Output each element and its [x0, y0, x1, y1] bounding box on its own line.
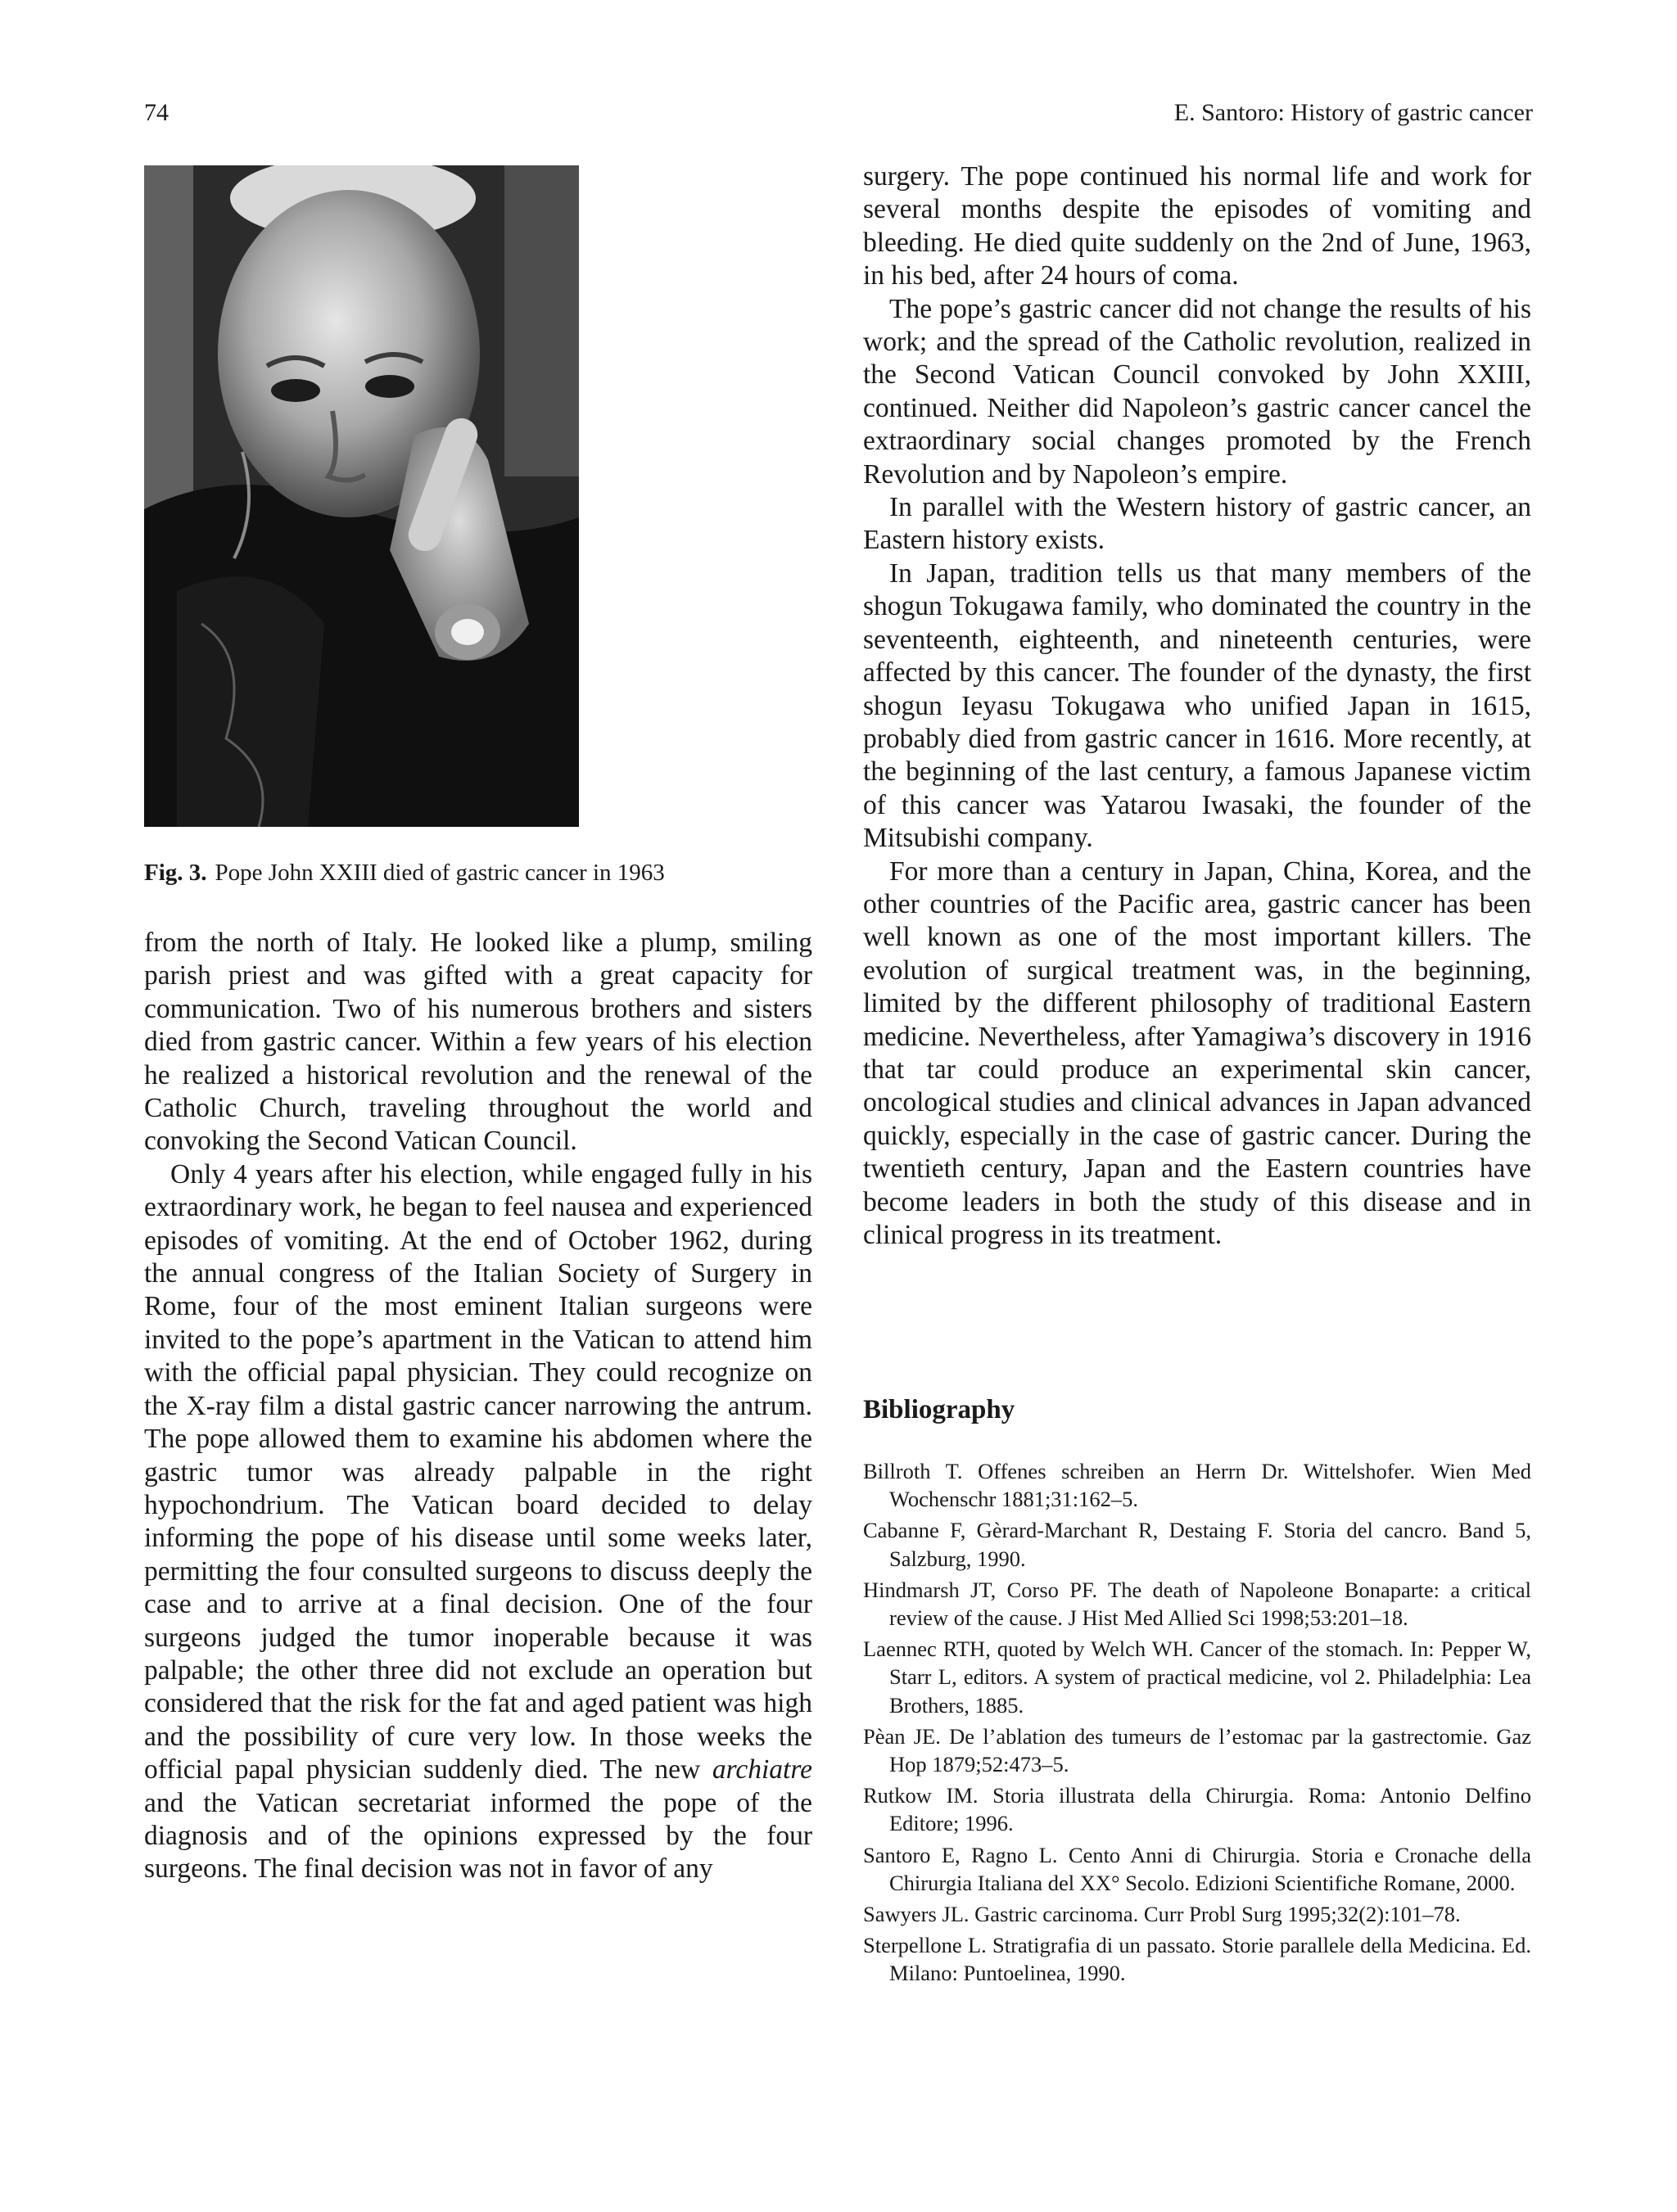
- figure-photo: [144, 165, 579, 827]
- reference-item: Billroth T. Offenes schreiben an Herrn Dr. Wittelshofer. Wien Med Wochenschr 1881;31:162–5.: [863, 1459, 1531, 1512]
- figure-label: Fig. 3.: [144, 860, 207, 886]
- reference-item: Santoro E, Ragno L. Cento Anni di Chirurgia. Storia e Cronache della Chirurgia Italiana del XX° Secolo. Edizioni Scientifiche Romane, 2000.: [863, 1842, 1531, 1895]
- reference-item: Pèan JE. De l’ablation des tumeurs de l’estomac par la gastrectomie. Gaz Hop 1879;52:473–5.: [863, 1723, 1531, 1777]
- figure-caption-text: Pope John XXIII died of gastric cancer in 1963: [215, 860, 665, 886]
- paragraph: [144, 1158, 812, 1886]
- reference-item: Sawyers JL. Gastric carcinoma. Curr Probl Surg 1995;32(2):101–78.: [863, 1902, 1461, 1927]
- paragraph-text: and the Vatican secretariat informed the pope of the diagnosis and of the opinions expressed by the four surgeons. The final decision was not in favor of any: [144, 1787, 812, 1885]
- reference-item: Rutkow IM. Storia illustrata della Chirurgia. Roma: Antonio Delfino Editore; 1996.: [863, 1783, 1531, 1836]
- reference-item: Laennec RTH, quoted by Welch WH. Cancer of the stomach. In: Pepper W, Starr L, editors. A system of practical medicine, vol 2. Philadelphia: Lea Brothers, 1885.: [863, 1636, 1531, 1718]
- italic-term: archiatre: [712, 1754, 813, 1785]
- figure-caption: [144, 856, 766, 889]
- running-title: E. Santoro: History of gastric cancer: [1173, 99, 1533, 126]
- paragraph-text: Only 4 years after his election, while engaged fully in his extraordinary work, he began to feel nausea and experienced episodes of vomiting. At the end of October 1962, during the annual congress of the Italian Society of Surgery in Rome, four of the most eminent Italian surgeons were invited to the pope’s apartment in the Vatican to attend him with the official papal physician. They could recognize on the X-ray film a distal gastric cancer narrowing the antrum. The pope allowed them to examine his abdomen where the gastric tumor was already palpable in the right hypochondrium. The Vatican board decided to delay informing the pope of his disease until some weeks later, permitting the four consulted surgeons to discuss deeply the case and to arrive at a final decision. One of the four surgeons judged the tumor inoperable because it was palpable; the other three did not exclude an operation but considered that the risk for the fat and aged patient was high and the possibility of cure very low. In those weeks the official papal physician suddenly died. The new: [144, 1158, 812, 1785]
- page-number: 74: [144, 99, 169, 126]
- reference-item: Cabanne F, Gèrard-Marchant R, Destaing F. Storia del cancro. Band 5, Salzburg, 1990.: [863, 1518, 1531, 1571]
- paragraph: surgery. The pope continued his normal life and work for several months despite the episodes of vomiting and bleeding. He died quite suddenly on the 2nd of June, 1963, in his bed, after 24 hours of coma.: [863, 161, 1531, 291]
- portrait-photo: [144, 165, 579, 827]
- bibliography-heading: Bibliography: [863, 1395, 1015, 1424]
- right-column: [863, 160, 1531, 1252]
- paragraph: In parallel with the Western history of gastric cancer, an Eastern history exists.: [863, 492, 1531, 556]
- reference-item: Sterpellone L. Stratigrafia di un passato. Storie parallele della Medicina. Ed. Milano: Puntoelinea, 1990.: [863, 1933, 1531, 1986]
- paragraph: The pope’s gastric cancer did not change the results of his work; and the spread of the Catholic revolution, realized in the Second Vatican Council convoked by John XXIII, continued. Neither did Napoleon’s gastric cancer cancel the extraordinary social changes promoted by the French Revolution and by Napoleon’s empire.: [863, 293, 1531, 490]
- paragraph: In Japan, tradition tells us that many members of the shogun Tokugawa family, who dominated the country in the seventeenth, eighteenth, and nineteenth centuries, were affected by this cancer. The founder of the dynasty, the first shogun Ieyasu Tokugawa who unified Japan in 1615, probably died from gastric cancer in 1616. More recently, at the beginning of the last century, a famous Japanese victim of this cancer was Yatarou Iwasaki, the founder of the Mitsubishi company.: [863, 558, 1531, 854]
- reference-item: Hindmarsh JT, Corso PF. The death of Napoleone Bonaparte: a critical review of the cause. J Hist Med Allied Sci 1998;53:201–18.: [863, 1577, 1531, 1631]
- paragraph: from the north of Italy. He looked like a plump, smiling parish priest and was gifted with a great capacity for communication. Two of his numerous brothers and sisters died from gastric cancer. Within a few years of his election he realized a historical revolution and the renewal of the Catholic Church, traveling throughout the world and convoking the Second Vatican Council.: [144, 928, 812, 1157]
- paragraph: For more than a century in Japan, China, Korea, and the other countries of the Pacific area, gastric cancer has been well known as one of the most important killers. The evolution of surgical treatment was, in the beginning, limited by the different philosophy of traditional Eastern medicine. Nevertheless, after Yamagiwa’s discovery in 1916 that tar could produce an experimental skin cancer, oncological studies and clinical advances in Japan advanced quickly, especially in the case of gastric cancer. During the twentieth century, Japan and the Eastern countries have become leaders in both the study of this disease and in clinical progress in its treatment.: [863, 855, 1531, 1250]
- bibliography-list: [863, 1457, 1531, 1991]
- left-column: [144, 927, 812, 1886]
